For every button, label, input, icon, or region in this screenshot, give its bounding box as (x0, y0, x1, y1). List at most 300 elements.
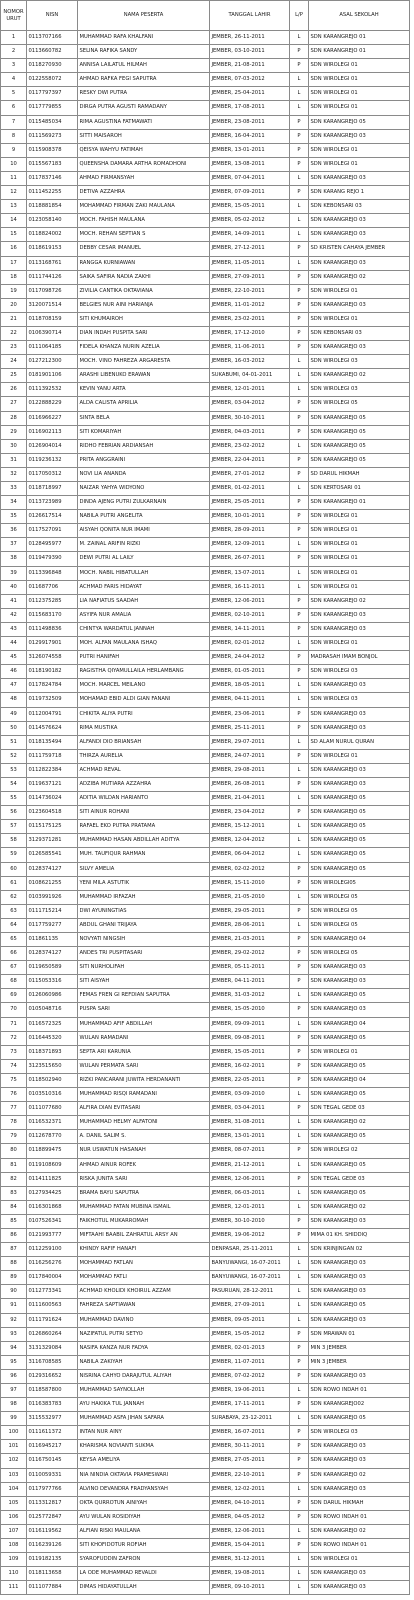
table-row (1, 1440, 410, 1454)
cell-nisn: 0117759277 (27, 918, 78, 932)
table-row (1, 186, 410, 200)
cell-lp: P (290, 904, 309, 918)
cell-asal-sekolah: SDN KARANGREJO02 (309, 1398, 410, 1412)
table-row (1, 1271, 410, 1285)
header-tanggal-lahir: TANGGAL LAHIR (210, 1, 290, 31)
table-row (1, 1581, 410, 1595)
cell-tanggal-lahir: JEMBER, 07-09-2011 (210, 186, 290, 200)
cell-asal-sekolah: SDN WIROLEGI 05 (309, 904, 410, 918)
cell-asal-sekolah: SDN KARANGREJO 03 (309, 171, 410, 185)
cell-nomor-urut: 103 (1, 1468, 27, 1482)
table-row (1, 862, 410, 876)
cell-nomor-urut: 40 (1, 580, 27, 594)
cell-nomor-urut: 34 (1, 496, 27, 510)
cell-nisn: 0112259100 (27, 1243, 78, 1257)
cell-nama-peserta: NISRINA CAHYO DARAJUTUL ALIYAH (78, 1369, 210, 1383)
cell-nomor-urut: 107 (1, 1524, 27, 1538)
cell-lp: P (290, 721, 309, 735)
cell-nomor-urut: 101 (1, 1440, 27, 1454)
cell-nomor-urut: 8 (1, 129, 27, 143)
cell-lp: P (290, 1440, 309, 1454)
cell-nomor-urut: 79 (1, 1130, 27, 1144)
cell-lp: P (290, 933, 309, 947)
cell-nisn: 0128374127 (27, 862, 78, 876)
cell-nama-peserta: MOCH. FAHISH MAULANA (78, 214, 210, 228)
cell-nama-peserta: SITI KHUMAIROH (78, 312, 210, 326)
cell-asal-sekolah: SDN KARANGREJO 03 (309, 228, 410, 242)
cell-nomor-urut: 24 (1, 355, 27, 369)
cell-nisn: 0110059331 (27, 1468, 78, 1482)
cell-asal-sekolah: SDN KARANGREJO 05 (309, 848, 410, 862)
cell-nisn: 0105048716 (27, 1003, 78, 1017)
cell-nomor-urut: 62 (1, 890, 27, 904)
cell-lp: P (290, 1144, 309, 1158)
cell-nama-peserta: KEVIN YANU ARTA (78, 383, 210, 397)
cell-nama-peserta: SITI AISYAH (78, 975, 210, 989)
cell-tanggal-lahir: JEMBER, 22-05-2011 (210, 1073, 290, 1087)
table-row (1, 721, 410, 735)
cell-asal-sekolah: SDN KARANGREJO 03 (309, 341, 410, 355)
cell-asal-sekolah: MIN 3 JEMBER (309, 1355, 410, 1369)
cell-nomor-urut: 100 (1, 1426, 27, 1440)
cell-lp: P (290, 453, 309, 467)
cell-tanggal-lahir: JEMBER, 11-06-2011 (210, 341, 290, 355)
cell-nomor-urut: 87 (1, 1243, 27, 1257)
cell-lp: L (290, 228, 309, 242)
table-row (1, 256, 410, 270)
cell-lp: L (290, 763, 309, 777)
cell-nomor-urut: 43 (1, 622, 27, 636)
cell-asal-sekolah: SDN KERTOSARI 01 (309, 482, 410, 496)
cell-nama-peserta: ZIVILIA CANTIKA OKTAVIANA (78, 284, 210, 298)
cell-nomor-urut: 109 (1, 1553, 27, 1567)
cell-tanggal-lahir: JEMBER, 16-03-2012 (210, 355, 290, 369)
cell-nisn: 0126904014 (27, 439, 78, 453)
cell-nomor-urut: 45 (1, 651, 27, 665)
cell-asal-sekolah: SDN KARANGREJO 02 (309, 1468, 410, 1482)
cell-tanggal-lahir: JEMBER, 12-01-2011 (210, 383, 290, 397)
cell-nisn: 0115567183 (27, 157, 78, 171)
cell-lp: L (290, 1257, 309, 1271)
cell-lp: L (290, 566, 309, 580)
cell-tanggal-lahir: JEMBER, 31-08-2011 (210, 1116, 290, 1130)
cell-nama-peserta: ACHMAD FARIS HIDAYAT (78, 580, 210, 594)
cell-nisn: 0118113658 (27, 1567, 78, 1581)
cell-nisn: 0111791624 (27, 1313, 78, 1327)
table-row (1, 31, 410, 45)
cell-asal-sekolah: SDN WIROLEGI 01 (309, 1045, 410, 1059)
header-row (1, 1, 410, 31)
table-row (1, 242, 410, 256)
cell-nomor-urut: 93 (1, 1327, 27, 1341)
cell-nama-peserta: AHMAD AINUR ROFEK (78, 1158, 210, 1172)
cell-tanggal-lahir: JEMBER, 31-03-2012 (210, 989, 290, 1003)
cell-nomor-urut: 90 (1, 1285, 27, 1299)
table-row (1, 1200, 410, 1214)
cell-tanggal-lahir: BANYUWANGI, 16-07-2011 (210, 1271, 290, 1285)
cell-asal-sekolah: SDN DARUL HIKMAH (309, 1496, 410, 1510)
cell-tanggal-lahir: JEMBER, 24-07-2011 (210, 749, 290, 763)
cell-lp: P (290, 947, 309, 961)
cell-lp: P (290, 242, 309, 256)
cell-nomor-urut: 37 (1, 538, 27, 552)
cell-asal-sekolah: SDN KARANG REJO 1 (309, 186, 410, 200)
cell-nisn: 011687706 (27, 580, 78, 594)
cell-nisn: 0116902113 (27, 425, 78, 439)
cell-lp: L (290, 637, 309, 651)
cell-lp: L (290, 31, 309, 45)
table-row (1, 228, 410, 242)
cell-lp: P (290, 524, 309, 538)
cell-nomor-urut: 39 (1, 566, 27, 580)
cell-nomor-urut: 99 (1, 1412, 27, 1426)
cell-lp: P (290, 806, 309, 820)
cell-nisn: 0119650589 (27, 961, 78, 975)
cell-asal-sekolah: SDN KARANGREJO 04 (309, 1073, 410, 1087)
cell-nisn: 3116708585 (27, 1355, 78, 1369)
cell-nama-peserta: MUHAMMAD HASAN ABDILLAH ADITYA (78, 834, 210, 848)
cell-nisn: 3123515650 (27, 1059, 78, 1073)
cell-tanggal-lahir: JEMBER, 22-10-2011 (210, 1468, 290, 1482)
table-row (1, 101, 410, 115)
cell-lp: P (290, 186, 309, 200)
cell-tanggal-lahir: JEMBER, 26-08-2011 (210, 777, 290, 791)
cell-nomor-urut: 35 (1, 510, 27, 524)
table-row (1, 961, 410, 975)
cell-tanggal-lahir: JEMBER, 12-04-2012 (210, 834, 290, 848)
cell-lp: L (290, 1384, 309, 1398)
cell-tanggal-lahir: JEMBER, 21-08-2011 (210, 59, 290, 73)
cell-nama-peserta: MUHAMMAD FATAN MUBINA ISMAIL (78, 1200, 210, 1214)
cell-lp: P (290, 749, 309, 763)
cell-nisn: 0111759718 (27, 749, 78, 763)
cell-nama-peserta: FAIKHOTUL MUKARROMAH (78, 1214, 210, 1228)
table-row (1, 1398, 410, 1412)
cell-tanggal-lahir: JEMBER, 21-03-2011 (210, 933, 290, 947)
cell-nomor-urut: 72 (1, 1031, 27, 1045)
table-row (1, 1144, 410, 1158)
cell-asal-sekolah: SDN WIROLEGI 03 (309, 665, 410, 679)
cell-lp: P (290, 1510, 309, 1524)
cell-nomor-urut: 88 (1, 1257, 27, 1271)
cell-tanggal-lahir: JEMBER, 11-05-2011 (210, 256, 290, 270)
cell-nisn: 0117098726 (27, 284, 78, 298)
cell-nomor-urut: 41 (1, 594, 27, 608)
cell-nomor-urut: 21 (1, 312, 27, 326)
cell-nama-peserta: ASYIFA NUR AMALIA (78, 608, 210, 622)
cell-nama-peserta: KHINDY RAFIF HANAFI (78, 1243, 210, 1257)
cell-nama-peserta: YENI MILA ASTUTIK (78, 876, 210, 890)
cell-asal-sekolah: SD ALAM NURUL QURAN (309, 735, 410, 749)
header-lp: L/P (290, 1, 309, 31)
cell-nama-peserta: ALVINO DEVANDRA FRADYANSYAH (78, 1482, 210, 1496)
cell-nomor-urut: 55 (1, 792, 27, 806)
cell-lp: L (290, 87, 309, 101)
header-nama-peserta: NAMA PESERTA (78, 1, 210, 31)
table-row (1, 1003, 410, 1017)
cell-nomor-urut: 17 (1, 256, 27, 270)
cell-nomor-urut: 36 (1, 524, 27, 538)
cell-nisn: 0116301868 (27, 1200, 78, 1214)
cell-nama-peserta: QUEENSHA DAMARA ARTHA ROMADHONI (78, 157, 210, 171)
table-row (1, 580, 410, 594)
cell-tanggal-lahir: JEMBER, 22-04-2011 (210, 453, 290, 467)
cell-nisn: 0126585541 (27, 848, 78, 862)
cell-asal-sekolah: SDN ROWO INDAH 01 (309, 1384, 410, 1398)
cell-nisn: 0106390714 (27, 326, 78, 340)
cell-nisn: 3115532977 (27, 1412, 78, 1426)
cell-tanggal-lahir: JEMBER, 09-05-2011 (210, 1313, 290, 1327)
cell-tanggal-lahir: JEMBER, 06-03-2011 (210, 1186, 290, 1200)
cell-nisn: 0111498836 (27, 622, 78, 636)
cell-asal-sekolah: SDN KARANGREJO 02 (309, 594, 410, 608)
cell-asal-sekolah: SDN WIROLEGI 05 (309, 918, 410, 932)
cell-nama-peserta: RIZKI PANCARANI JUWITA HERDANANTI (78, 1073, 210, 1087)
cell-asal-sekolah: SDN KEBONSARI 03 (309, 200, 410, 214)
cell-lp: L (290, 735, 309, 749)
cell-lp: P (290, 707, 309, 721)
cell-nomor-urut: 52 (1, 749, 27, 763)
cell-nomor-urut: 75 (1, 1073, 27, 1087)
cell-nama-peserta: WULAN RAMADANI (78, 1031, 210, 1045)
cell-lp: L (290, 792, 309, 806)
cell-nomor-urut: 108 (1, 1539, 27, 1553)
cell-nama-peserta: MUHAMMAD RISQI RAMADANI (78, 1088, 210, 1102)
cell-nisn: 0116383783 (27, 1398, 78, 1412)
cell-nama-peserta: NOVYATI NINGSIH (78, 933, 210, 947)
cell-tanggal-lahir: JEMBER, 15-11-2010 (210, 876, 290, 890)
table-row (1, 1412, 410, 1426)
cell-tanggal-lahir: JEMBER, 04-11-2011 (210, 693, 290, 707)
cell-asal-sekolah: SDN KRINJINGAN 02 (309, 1243, 410, 1257)
cell-nisn: 0128374127 (27, 947, 78, 961)
cell-asal-sekolah: SDN KARANGREJO 02 (309, 1524, 410, 1538)
cell-nama-peserta: ABDUL GHANI TRIJAYA (78, 918, 210, 932)
cell-asal-sekolah: SDN KARANGREJO 05 (309, 1186, 410, 1200)
cell-nomor-urut: 59 (1, 848, 27, 862)
cell-nisn: 0112678770 (27, 1130, 78, 1144)
cell-nisn: 0116256276 (27, 1257, 78, 1271)
table-row (1, 1186, 410, 1200)
cell-nisn: 0121993777 (27, 1228, 78, 1242)
cell-asal-sekolah: SDN KARANGREJO 03 (309, 961, 410, 975)
cell-lp: P (290, 1327, 309, 1341)
cell-nomor-urut: 96 (1, 1369, 27, 1383)
table-row (1, 341, 410, 355)
cell-nisn: 0118881854 (27, 200, 78, 214)
cell-lp: P (290, 975, 309, 989)
cell-asal-sekolah: SDN WIROLEGI 01 (309, 524, 410, 538)
cell-nomor-urut: 106 (1, 1510, 27, 1524)
cell-lp: L (290, 1243, 309, 1257)
cell-nama-peserta: AYU HAKIKA TUL JANNAH (78, 1398, 210, 1412)
cell-tanggal-lahir: JEMBER, 18-05-2011 (210, 679, 290, 693)
table-row (1, 383, 410, 397)
cell-nama-peserta: CHIKITA ALIYA PUTRI (78, 707, 210, 721)
table-row (1, 1426, 410, 1440)
cell-nisn: 0111077884 (27, 1581, 78, 1595)
cell-lp: P (290, 1468, 309, 1482)
cell-tanggal-lahir: JEMBER, 13-07-2011 (210, 566, 290, 580)
table-row (1, 369, 410, 383)
cell-nama-peserta: NAIZAR YAHYA WIDYONO (78, 482, 210, 496)
cell-nama-peserta: RAGISTHA QIYAMULLAILA HERLAMBANG (78, 665, 210, 679)
table-row (1, 538, 410, 552)
table-row (1, 608, 410, 622)
cell-asal-sekolah: SDN WIROLEGI 01 (309, 157, 410, 171)
cell-nama-peserta: RISKA JUNITA SARI (78, 1172, 210, 1186)
cell-lp: L (290, 1581, 309, 1595)
cell-nomor-urut: 31 (1, 453, 27, 467)
cell-nama-peserta: CHINTYA WARDATUL JANNAH (78, 622, 210, 636)
table-row (1, 834, 410, 848)
cell-nama-peserta: ADZIBA MUTIARA AZZAHRA (78, 777, 210, 791)
cell-nama-peserta: DIMAS HIDAYATULLAH (78, 1581, 210, 1595)
cell-tanggal-lahir: JEMBER, 06-04-2012 (210, 848, 290, 862)
table-row (1, 1524, 410, 1538)
cell-lp: P (290, 1496, 309, 1510)
cell-nisn: 0117837146 (27, 171, 78, 185)
cell-nomor-urut: 32 (1, 467, 27, 481)
cell-tanggal-lahir: JEMBER, 21-05-2010 (210, 890, 290, 904)
cell-nama-peserta: NASIFA KANZA NUR FADYA (78, 1341, 210, 1355)
cell-nisn: 0118899475 (27, 1144, 78, 1158)
cell-lp: L (290, 1200, 309, 1214)
cell-lp: L (290, 580, 309, 594)
cell-asal-sekolah: SDN WIROLEGI 03 (309, 383, 410, 397)
cell-nisn: 0117977766 (27, 1482, 78, 1496)
cell-lp: P (290, 1172, 309, 1186)
cell-asal-sekolah: SDN TEGAL GEDE 03 (309, 1102, 410, 1116)
table-row (1, 1059, 410, 1073)
cell-asal-sekolah: MADRASAH IMAM BONJOL (309, 651, 410, 665)
cell-asal-sekolah: SDN KARANGREJO 03 (309, 1313, 410, 1327)
cell-nisn: 0118135494 (27, 735, 78, 749)
cell-nama-peserta: MOH. ALFAN MAULANA ISHAQ (78, 637, 210, 651)
cell-lp: P (290, 876, 309, 890)
cell-nama-peserta: MUHAMMAD HELMY ALFATONI (78, 1116, 210, 1130)
cell-nisn: 0113707166 (27, 31, 78, 45)
cell-asal-sekolah: SDN WIROLEGI 05 (309, 890, 410, 904)
cell-tanggal-lahir: JEMBER, 23-04-2012 (210, 806, 290, 820)
table-row (1, 1214, 410, 1228)
cell-nama-peserta: ANNISA LAILATUL HILMAH (78, 59, 210, 73)
cell-lp: P (290, 1355, 309, 1369)
cell-nisn: 0118190182 (27, 665, 78, 679)
table-row (1, 693, 410, 707)
table-header (1, 1, 410, 31)
table-row (1, 510, 410, 524)
cell-asal-sekolah: SDN KARANGREJO 03 (309, 1003, 410, 1017)
cell-nomor-urut: 42 (1, 608, 27, 622)
cell-lp: P (290, 510, 309, 524)
cell-lp: L (290, 171, 309, 185)
cell-nama-peserta: RIDHO FEBRIAN ARDIANSAH (78, 439, 210, 453)
cell-nama-peserta: RIMA MUSTIKA (78, 721, 210, 735)
cell-nomor-urut: 78 (1, 1116, 27, 1130)
table-row (1, 566, 410, 580)
cell-nomor-urut: 49 (1, 707, 27, 721)
cell-nomor-urut: 67 (1, 961, 27, 975)
table-row (1, 1285, 410, 1299)
cell-nomor-urut: 95 (1, 1355, 27, 1369)
header-nomor-urut: NOMOR URUT (1, 1, 27, 31)
cell-nisn: 0126060986 (27, 989, 78, 1003)
cell-tanggal-lahir: JEMBER, 22-10-2011 (210, 284, 290, 298)
cell-nisn: 0128495977 (27, 538, 78, 552)
table-row (1, 735, 410, 749)
cell-nama-peserta: NUR USWATUN HASANAH (78, 1144, 210, 1158)
table-row (1, 1073, 410, 1087)
header-asal-sekolah: ASAL SEKOLAH (309, 1, 410, 31)
header-nisn: NISN (27, 1, 78, 31)
cell-nisn: 0116572325 (27, 1017, 78, 1031)
cell-tanggal-lahir: JEMBER, 03-10-2011 (210, 45, 290, 59)
cell-asal-sekolah: SDN KARANGREJO 03 (309, 622, 410, 636)
cell-asal-sekolah: SDN KARANGREJO 03 (309, 1567, 410, 1581)
table-row (1, 1243, 410, 1257)
table-row (1, 298, 410, 312)
cell-tanggal-lahir: JEMBER, 29-08-2011 (210, 763, 290, 777)
table-row (1, 1369, 410, 1383)
table-row (1, 665, 410, 679)
cell-nomor-urut: 97 (1, 1384, 27, 1398)
cell-nisn: 0116966227 (27, 411, 78, 425)
cell-nisn: 0117527091 (27, 524, 78, 538)
cell-lp: P (290, 862, 309, 876)
cell-lp: P (290, 622, 309, 636)
cell-lp: P (290, 1031, 309, 1045)
cell-tanggal-lahir: JEMBER, 09-10-2011 (210, 1581, 290, 1595)
cell-nisn: 0119108609 (27, 1158, 78, 1172)
cell-tanggal-lahir: JEMBER, 19-06-2011 (210, 1384, 290, 1398)
cell-asal-sekolah: SDN KARANGREJO 05 (309, 439, 410, 453)
table-row (1, 622, 410, 636)
cell-nomor-urut: 33 (1, 482, 27, 496)
cell-lp: L (290, 1158, 309, 1172)
cell-lp: P (290, 298, 309, 312)
cell-tanggal-lahir: JEMBER, 25-11-2011 (210, 721, 290, 735)
cell-nomor-urut: 63 (1, 904, 27, 918)
cell-nomor-urut: 25 (1, 369, 27, 383)
cell-lp: L (290, 439, 309, 453)
cell-nama-peserta: AYU WULAN ROSIDIYAH (78, 1510, 210, 1524)
cell-nomor-urut: 14 (1, 214, 27, 228)
cell-nisn: 0113660782 (27, 45, 78, 59)
table-row (1, 1482, 410, 1496)
cell-nomor-urut: 85 (1, 1214, 27, 1228)
cell-nama-peserta: SITI KHOFIDOTUR ROFIAH (78, 1539, 210, 1553)
cell-nomor-urut: 74 (1, 1059, 27, 1073)
table-row (1, 552, 410, 566)
table-row (1, 129, 410, 143)
cell-nisn: 0111392532 (27, 383, 78, 397)
cell-nama-peserta: MUH. TAUFIQUR RAHMAN (78, 848, 210, 862)
cell-asal-sekolah: SDN KARANGREJO 05 (309, 1031, 410, 1045)
cell-nama-peserta: KHARISMA NOVIANTI SUKMA (78, 1440, 210, 1454)
cell-asal-sekolah: SDN KARANGREJO 05 (309, 834, 410, 848)
cell-tanggal-lahir: JEMBER, 16-04-2011 (210, 129, 290, 143)
cell-tanggal-lahir: JEMBER, 23-06-2011 (210, 707, 290, 721)
cell-tanggal-lahir: JEMBER, 15-05-2011 (210, 200, 290, 214)
cell-asal-sekolah: SDN ROWO INDAH 01 (309, 1539, 410, 1553)
cell-nomor-urut: 27 (1, 397, 27, 411)
cell-nisn: 0112773341 (27, 1285, 78, 1299)
cell-nomor-urut: 54 (1, 777, 27, 791)
cell-asal-sekolah: SDN WIROLEGI 01 (309, 284, 410, 298)
cell-asal-sekolah: SDN KARANGREJO 03 (309, 1581, 410, 1595)
cell-tanggal-lahir: JEMBER, 15-05-2011 (210, 1045, 290, 1059)
